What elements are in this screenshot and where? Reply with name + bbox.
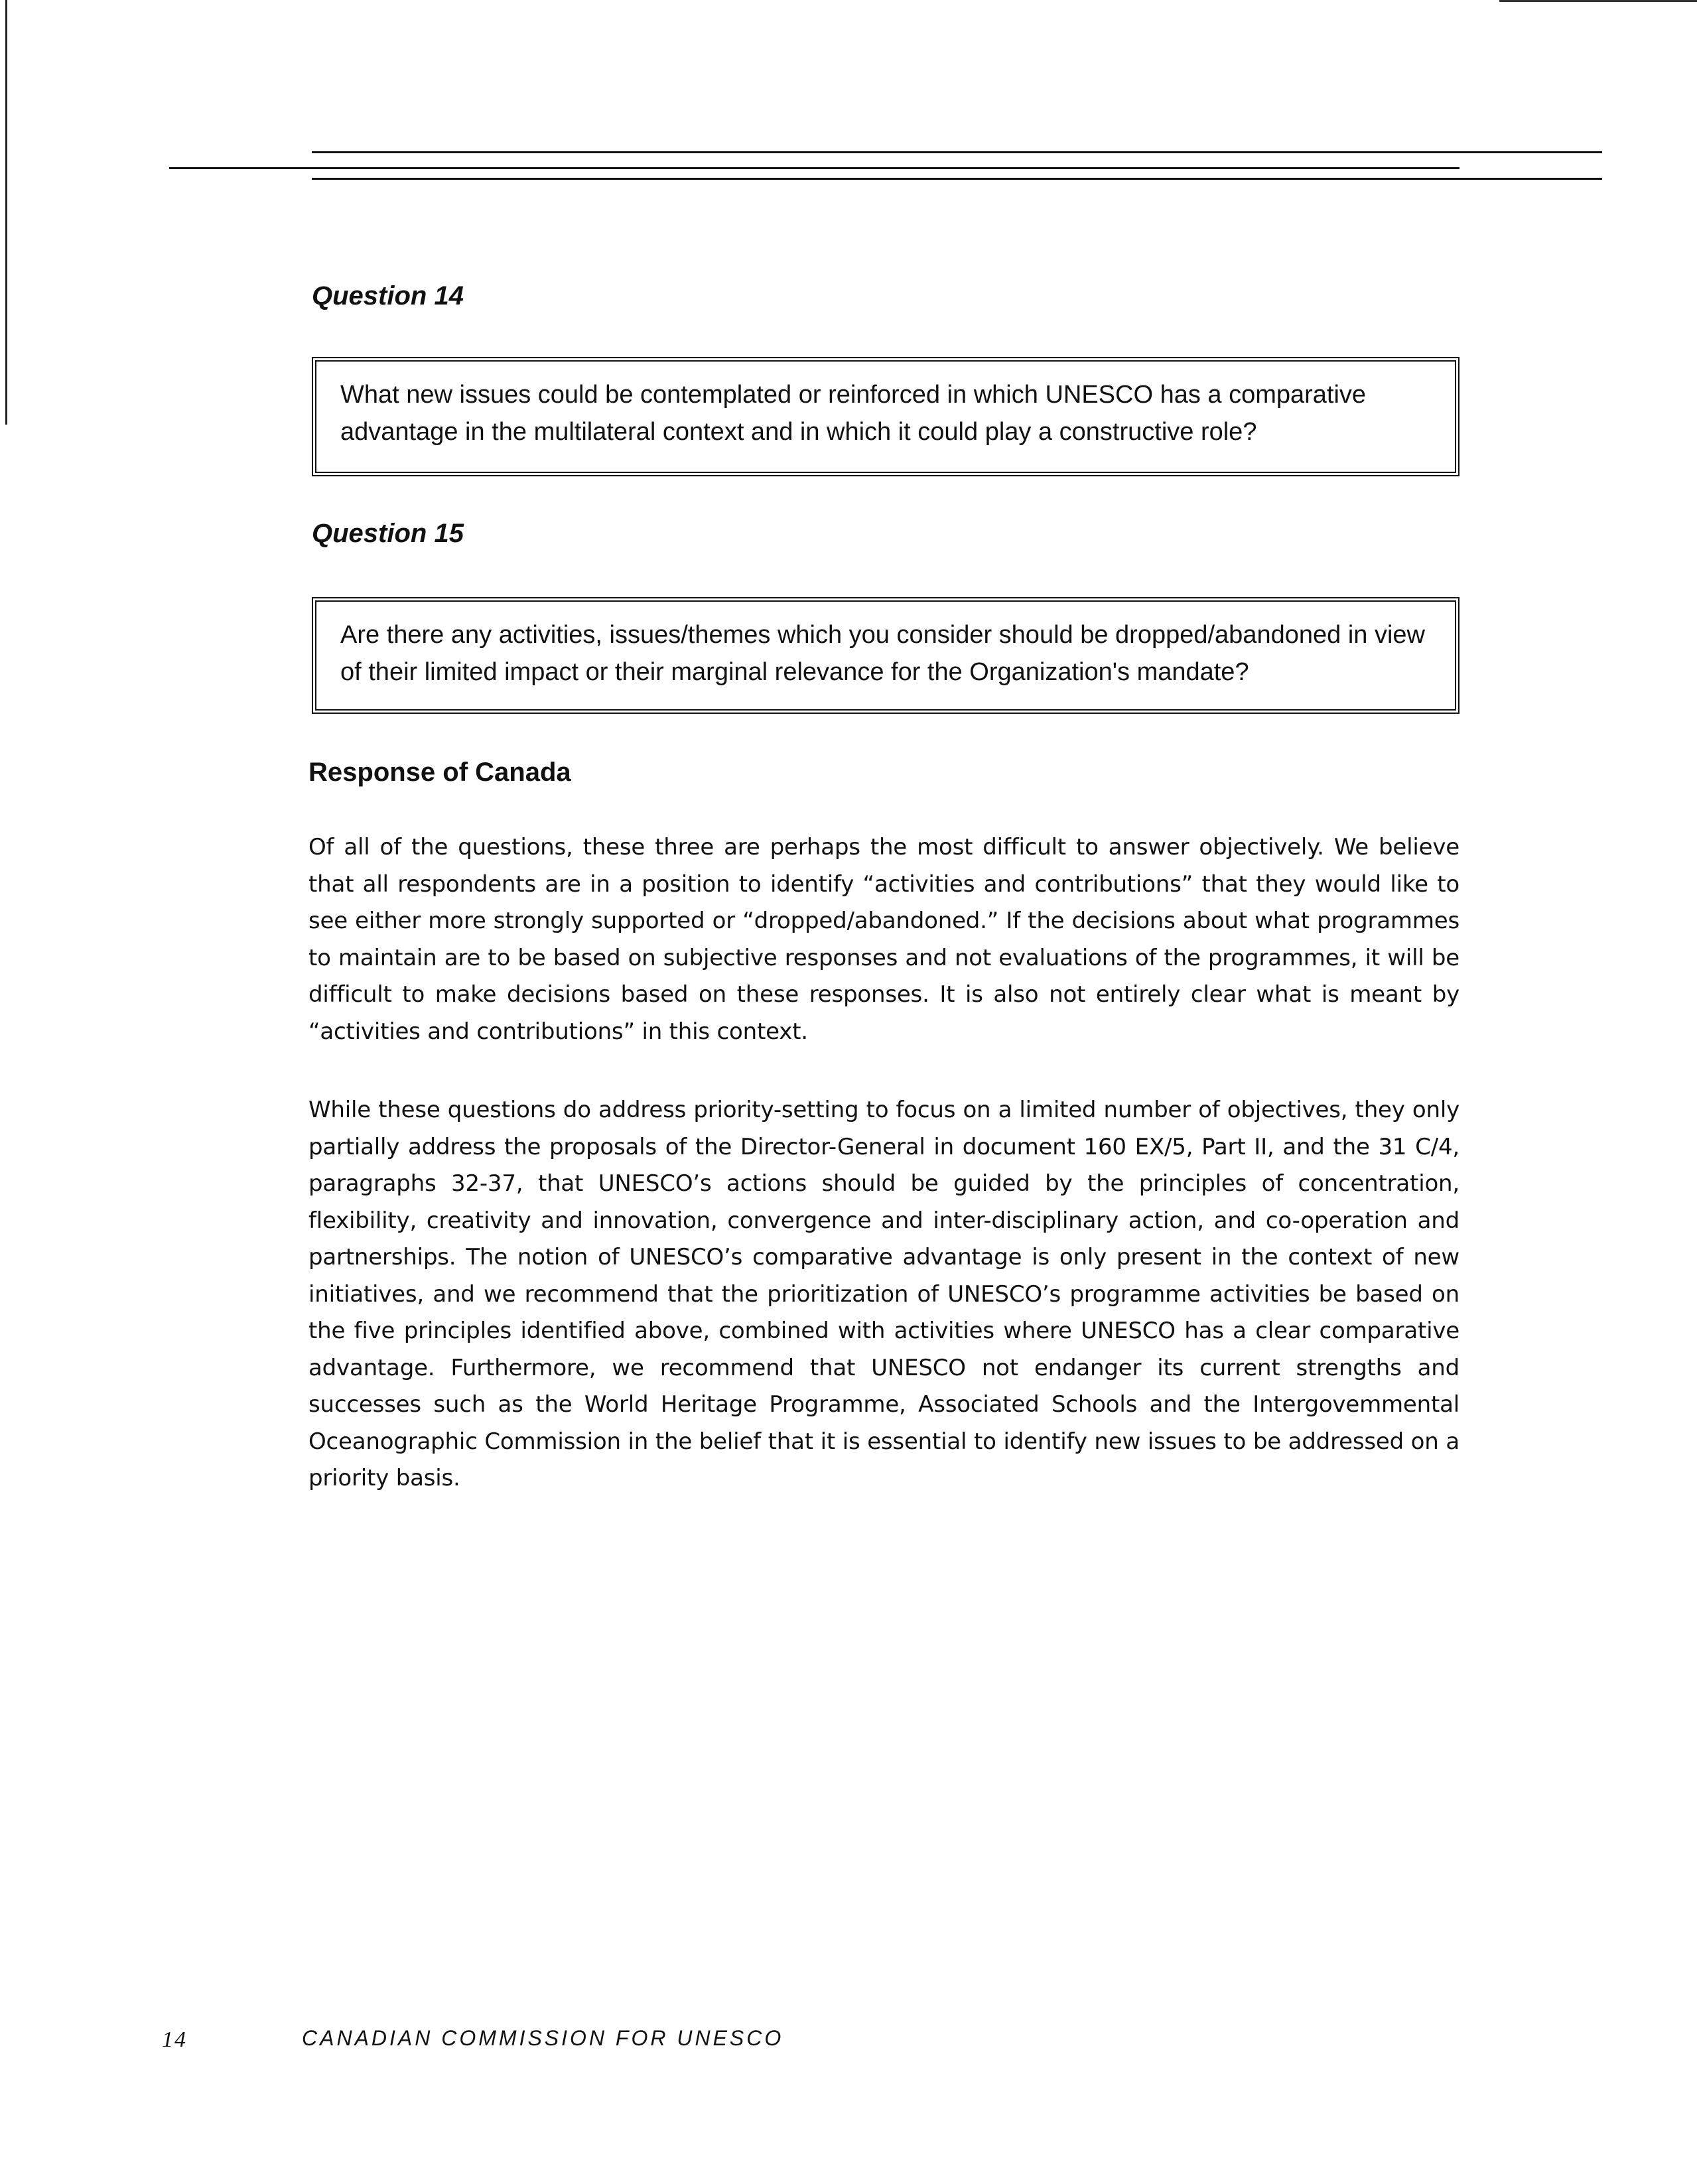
response-heading: Response of Canada — [308, 758, 571, 787]
page-number: 14 — [162, 2027, 187, 2052]
question-15-box — [312, 597, 1459, 714]
scan-edge-left — [5, 0, 7, 425]
response-paragraph-2: While these questions do address priority-setting to focus on a limited number of objectives, they only partially address the proposals of the Director-General in document 160 EX/5, Part II, and the 31 C/4, paragraphs 32-37, that UNESCO’s actions should be guided by the principles of concentration, flexibility, creativity and innovation, convergence and inter-disciplinary action, and co-operation and partnerships. The notion of UNESCO’s comparative advantage is only present in the context of new initiatives, and we recommend that the prioritization of UNESCO’s programme activities be based on the five principles identified above, combined with activities where UNESCO has a clear comparative advantage. Furthermore, we recommend that UNESCO not endanger its current strengths and successes such as the World Heritage Programme, Associated Schools and the Intergovemmental Oceanographic Commission in the belief that it is essential to identify new issues to be addressed on a priority basis. — [308, 1097, 1459, 1491]
question-15-heading: Question 15 — [312, 519, 464, 548]
footer-title: CANADIAN COMMISSION FOR UNESCO — [302, 2026, 784, 2050]
question-14-text: What new issues could be contemplated or reinforced in which UNESCO has a comparative advantage in the multilateral context and in which it could play a constructive role? — [340, 381, 1367, 446]
question-15-text: Are there any activities, issues/themes which you consider should be dropped/abandoned in view of their limited impact or their marginal relevance for the Organization's mandate? — [340, 621, 1425, 686]
question-14-box — [312, 357, 1459, 476]
scan-edge-top — [1499, 0, 1697, 2]
header-rule-middle — [169, 167, 1459, 169]
question-14-heading: Question 14 — [312, 281, 464, 310]
response-paragraph-1: Of all of the questions, these three are perhaps the most difficult to answer objectively. We believe that all respondents are in a position to identify “activities and contributions” that they would like to see either more strongly supported or “dropped/abandoned.” If the decisions about what programmes to maintain are to be based on subjective responses and not evaluations of the programmes, it will be difficult to make decisions based on these responses. It is also not entirely clear what is meant by “activities and contributions” in this context. — [308, 834, 1459, 1045]
header-rule-bottom — [312, 178, 1602, 180]
header-rule-top — [312, 151, 1602, 153]
